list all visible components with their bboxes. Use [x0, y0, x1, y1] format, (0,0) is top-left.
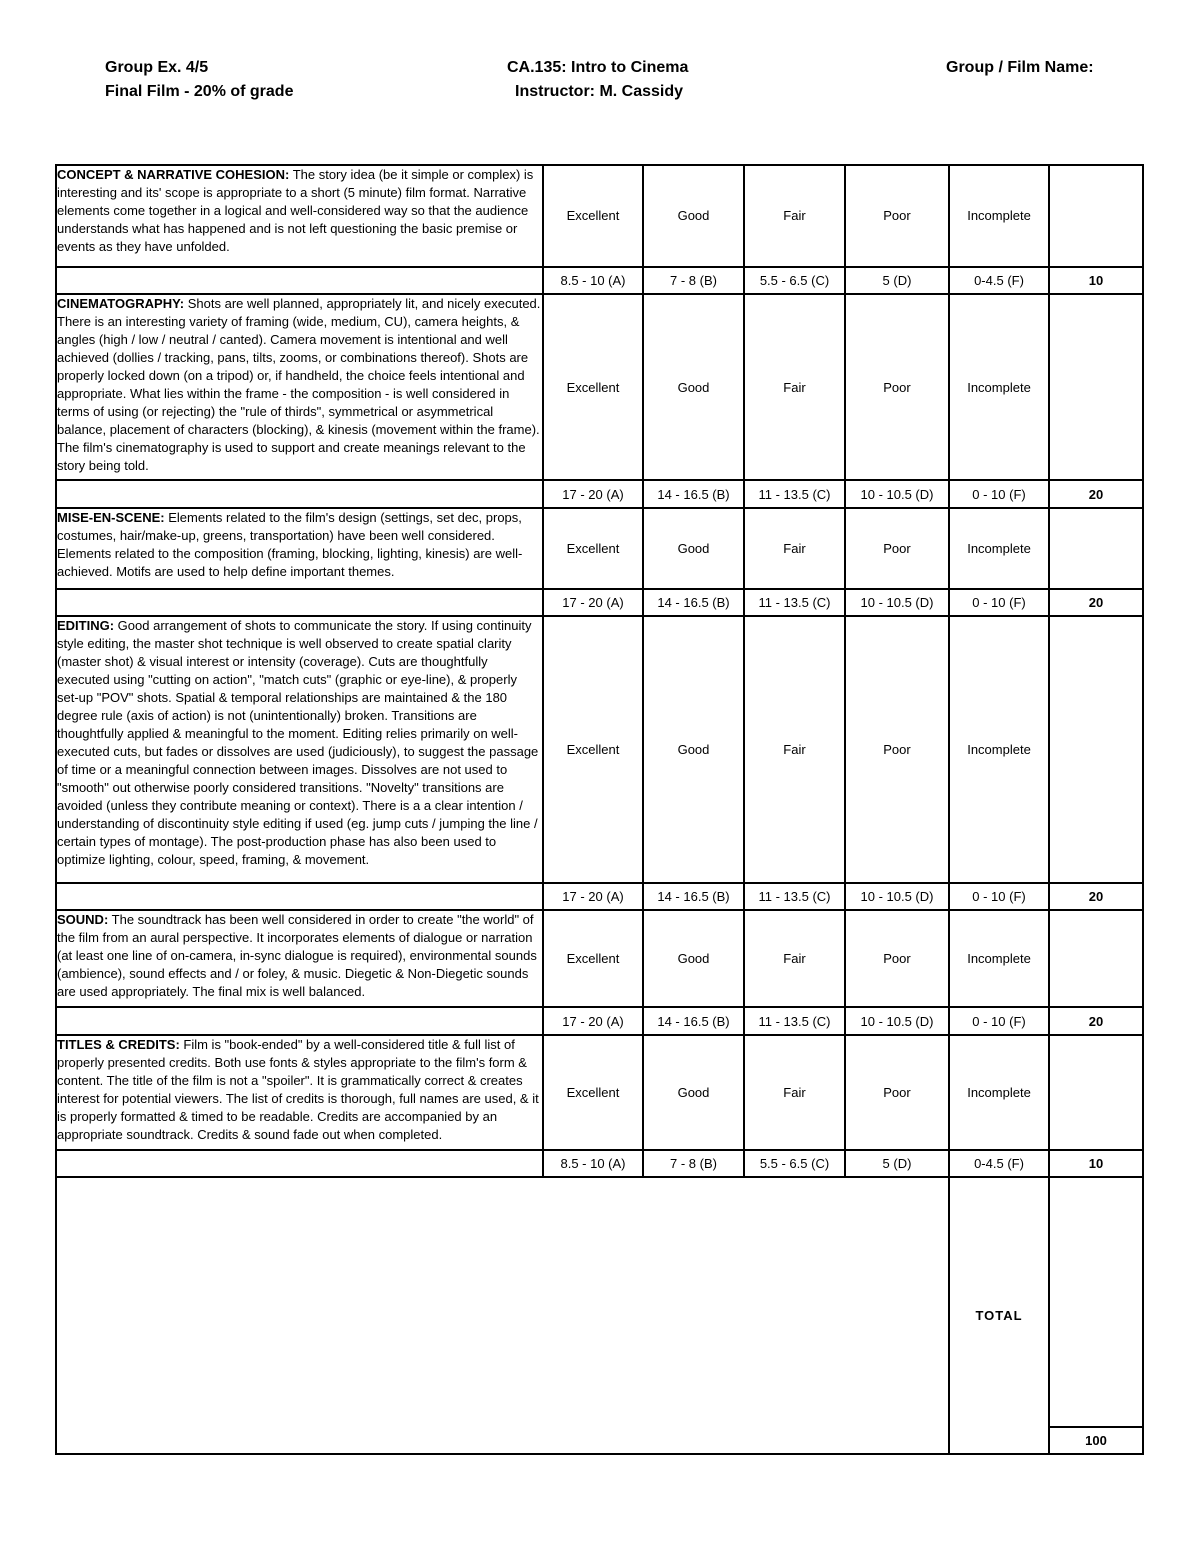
criterion-row-editing — [56, 616, 1143, 882]
score-cell — [1049, 508, 1143, 590]
final-film-label: Final Film - 20% of grade — [105, 83, 294, 100]
grade-range: 11 - 13.5 (C) — [744, 1007, 845, 1034]
course-title: CA.135: Intro to Cinema — [507, 59, 689, 76]
grade-range: 17 - 20 (A) — [543, 480, 643, 507]
level-label: Good — [643, 508, 744, 590]
level-label: Fair — [744, 294, 845, 480]
level-label: Poor — [845, 910, 949, 1008]
range-row-concept — [56, 267, 1143, 294]
level-label: Excellent — [543, 165, 643, 267]
criterion-text: Elements related to the film's design (settings, set dec, props, costumes, hair/make-up, greens, transportation) have been well considered. Elements related to the composition (framing, blocking, lighting, kinesis) are well-achieved. Motifs are used to help define important themes. — [57, 509, 523, 579]
grade-range: 14 - 16.5 (B) — [643, 589, 744, 616]
total-row — [56, 1177, 1143, 1427]
level-label: Excellent — [543, 508, 643, 590]
level-label: Fair — [744, 910, 845, 1008]
criterion-title: CINEMATOGRAPHY: — [57, 295, 185, 311]
grade-range: 8.5 - 10 (A) — [543, 1150, 643, 1177]
total-max-points: 100 — [1049, 1427, 1143, 1454]
max-points: 20 — [1049, 1007, 1143, 1034]
instructor-label: Instructor: M. Cassidy — [515, 83, 684, 100]
grade-range: 10 - 10.5 (D) — [845, 589, 949, 616]
rubric-table — [55, 164, 1144, 1455]
score-cell — [1049, 616, 1143, 882]
grade-range: 8.5 - 10 (A) — [543, 267, 643, 294]
criterion-row-sound — [56, 910, 1143, 1008]
group-exercise-label: Group Ex. 4/5 — [105, 59, 209, 76]
grade-range: 17 - 20 (A) — [543, 1007, 643, 1034]
comments-area — [56, 1177, 949, 1454]
grade-range: 5.5 - 6.5 (C) — [744, 267, 845, 294]
criterion-row-concept — [56, 165, 1143, 267]
grade-range: 5 (D) — [845, 1150, 949, 1177]
max-points: 10 — [1049, 1150, 1143, 1177]
range-row-spacer — [56, 267, 543, 294]
total-score-cell — [1049, 1177, 1143, 1427]
criterion-text: Film is "book-ended" by a well-considered title & full list of properly presented credits. Both use fonts & styles appropriate to the film's form & content. The title of the film is not a "spoiler". It is grammatically correct & creates interest for potential viewers. The list of credits is thorough, full names are used, & it is properly formatted & timed to be readable. Credits are accompanied by an appropriate soundtrack. Credits & sound fade out when completed. — [57, 1036, 539, 1142]
range-row-titles-credits — [56, 1150, 1143, 1177]
grade-range: 17 - 20 (A) — [543, 883, 643, 910]
grade-range: 7 - 8 (B) — [643, 267, 744, 294]
level-label: Incomplete — [949, 165, 1049, 267]
criterion-description — [56, 616, 543, 882]
level-label: Good — [643, 616, 744, 882]
grade-range: 7 - 8 (B) — [643, 1150, 744, 1177]
range-row-spacer — [56, 480, 543, 507]
grade-range: 10 - 10.5 (D) — [845, 480, 949, 507]
range-row-spacer — [56, 1150, 543, 1177]
level-label: Incomplete — [949, 1035, 1049, 1150]
level-label: Excellent — [543, 910, 643, 1008]
criterion-title: MISE-EN-SCENE: — [57, 509, 165, 525]
header-center — [507, 56, 688, 104]
grade-range: 14 - 16.5 (B) — [643, 883, 744, 910]
total-label: TOTAL — [949, 1177, 1049, 1454]
grade-range: 10 - 10.5 (D) — [845, 883, 949, 910]
criterion-text: The story idea (be it simple or complex) is interesting and its' scope is appropriate to a short (5 minute) film format. Narrative elements come together in a logical and well-considered way so that the audience understands what has happened and is not left questioning the basic premise or events as they have unfolded. — [57, 167, 534, 254]
criterion-description — [56, 165, 543, 267]
score-cell — [1049, 165, 1143, 267]
level-label: Fair — [744, 165, 845, 267]
level-label: Fair — [744, 1035, 845, 1150]
range-row-spacer — [56, 589, 543, 616]
grade-range: 5.5 - 6.5 (C) — [744, 1150, 845, 1177]
range-row-cinematography — [56, 480, 1143, 507]
header-left — [105, 56, 293, 104]
score-cell — [1049, 294, 1143, 480]
level-label: Excellent — [543, 294, 643, 480]
level-label: Poor — [845, 165, 949, 267]
criterion-title: TITLES & CREDITS: — [57, 1036, 180, 1052]
level-label: Poor — [845, 1035, 949, 1150]
range-row-spacer — [56, 883, 543, 910]
grade-range: 10 - 10.5 (D) — [845, 1007, 949, 1034]
range-row-spacer — [56, 1007, 543, 1034]
level-label: Excellent — [543, 616, 643, 882]
level-label: Good — [643, 1035, 744, 1150]
criterion-title: EDITING: — [57, 618, 115, 634]
grade-range: 11 - 13.5 (C) — [744, 480, 845, 507]
range-row-mise-en-scene — [56, 589, 1143, 616]
grade-range: 0 - 10 (F) — [949, 883, 1049, 910]
grade-range: 0 - 10 (F) — [949, 589, 1049, 616]
criterion-row-titles-credits — [56, 1035, 1143, 1150]
level-label: Excellent — [543, 1035, 643, 1150]
max-points: 10 — [1049, 267, 1143, 294]
level-label: Good — [643, 294, 744, 480]
criterion-text: Shots are well planned, appropriately lit, and nicely executed. There is an interesting variety of framing (wide, medium, CU), camera heights, & angles (high / low / neutral / canted). Camera movement is intentional and well achieved (dollies / tracking, pans, tilts, zooms, or combinations thereof). Shots are properly locked down (on a tripod) or, if handheld, the choice feels intentional and appropriate. What lies within the frame - the composition - is well considered in terms of using (or rejecting) the "rule of thirds", symmetrical or asymmetrical balance, placement of characters (blocking), & kinesis (movement within the frame). The film's cinematography is used to support and create meanings relevant to the story being told. — [57, 295, 541, 473]
grade-range: 5 (D) — [845, 267, 949, 294]
criterion-description — [56, 294, 543, 480]
criterion-description — [56, 508, 543, 590]
grade-range: 14 - 16.5 (B) — [643, 480, 744, 507]
criterion-title: SOUND: — [57, 911, 109, 927]
criterion-text: The soundtrack has been well considered in order to create "the world" of the film from an aural perspective. It incorporates elements of dialogue or narration (at least one line of on-camera, in-sync dialogue is required), environmental sounds (ambience), sound effects and / or foley, & music. Diegetic & Non-Diegetic sounds are used appropriately. The final mix is well balanced. — [57, 911, 537, 999]
grade-range: 17 - 20 (A) — [543, 589, 643, 616]
level-label: Incomplete — [949, 910, 1049, 1008]
max-points: 20 — [1049, 480, 1143, 507]
level-label: Poor — [845, 616, 949, 882]
range-row-editing — [56, 883, 1143, 910]
level-label: Incomplete — [949, 294, 1049, 480]
level-label: Poor — [845, 294, 949, 480]
criterion-row-cinematography — [56, 294, 1143, 480]
grade-range: 14 - 16.5 (B) — [643, 1007, 744, 1034]
max-points: 20 — [1049, 883, 1143, 910]
grade-range: 11 - 13.5 (C) — [744, 883, 845, 910]
level-label: Fair — [744, 508, 845, 590]
criterion-text: Good arrangement of shots to communicate the story. If using continuity style editing, the master shot technique is well observed to create spatial clarity (master shot) & visual interest or intensity (coverage). Cuts are thoughtfully executed using "cutting on action", "match cuts" (graphic or eye-line), & properly set-up "POV" shots. Spatial & temporal relationships are maintained & the 180 degree rule (axis of action) is not (unintentionally) broken. Transitions are thoughtfully applied & meaningful to the moment. Editing relies primarily on well-executed cuts, but fades or dissolves are used (judiciously), to suggest the passage of time or a meaningful connection between images. Dissolves are not used to "smooth" out otherwise poorly considered transitions. "Novelty" transitions are avoided (unless they contribute meaning or context). There is a a clear intention / understanding of discontinuity style editing if used (eg. jump cuts / jumping the line / certain types of montage). The post-production phase has also been used to optimize lighting, colour, speed, framing, & movement. — [57, 618, 539, 868]
level-label: Good — [643, 910, 744, 1008]
score-cell — [1049, 910, 1143, 1008]
max-points: 20 — [1049, 589, 1143, 616]
level-label: Incomplete — [949, 616, 1049, 882]
level-label: Good — [643, 165, 744, 267]
level-label: Fair — [744, 616, 845, 882]
score-cell — [1049, 1035, 1143, 1150]
header-right — [946, 56, 1094, 80]
criterion-description — [56, 1035, 543, 1150]
grade-range: 0 - 10 (F) — [949, 1007, 1049, 1034]
criterion-title: CONCEPT & NARRATIVE COHESION: — [57, 167, 290, 182]
level-label: Poor — [845, 508, 949, 590]
group-film-name-label: Group / Film Name: — [946, 59, 1094, 76]
grade-range: 0-4.5 (F) — [949, 267, 1049, 294]
grade-range: 0-4.5 (F) — [949, 1150, 1049, 1177]
level-label: Incomplete — [949, 508, 1049, 590]
grade-range: 11 - 13.5 (C) — [744, 589, 845, 616]
range-row-sound — [56, 1007, 1143, 1034]
criterion-description — [56, 910, 543, 1008]
criterion-row-mise-en-scene — [56, 508, 1143, 590]
grade-range: 0 - 10 (F) — [949, 480, 1049, 507]
